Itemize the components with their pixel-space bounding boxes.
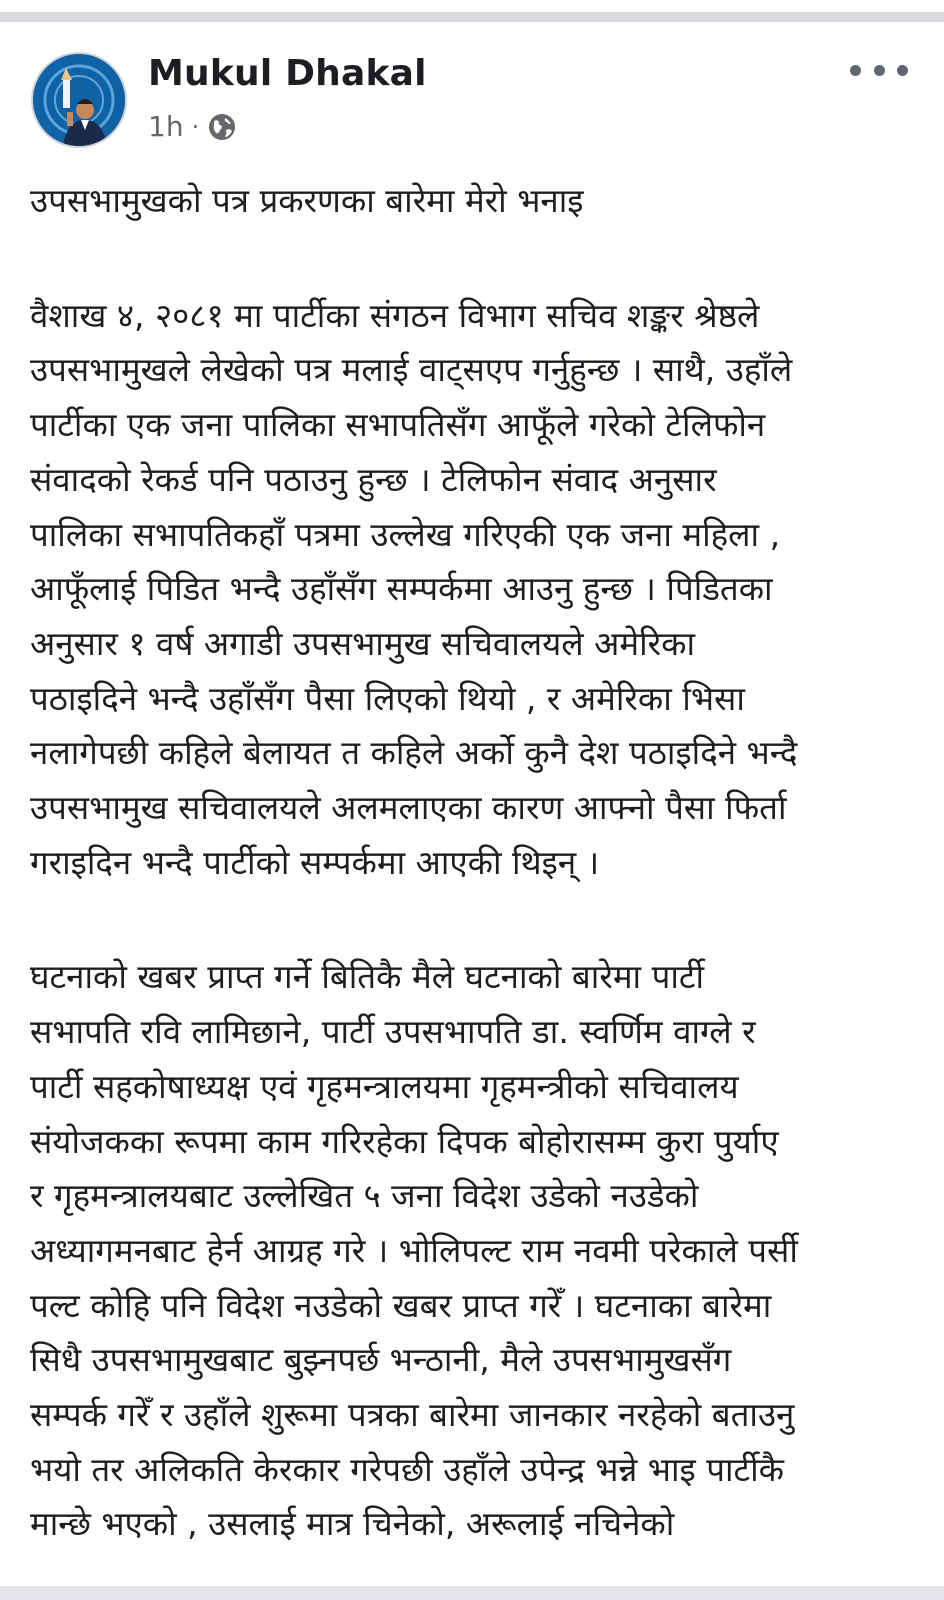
text-line: पालिका सभापतिकहाँ पत्रमा उल्लेख गरिएकी एक जना महिला , (30, 514, 781, 554)
text-line: उपसभामुखले लेखेको पत्र मलाई वाट्सएप गर्नुहुन्छ । साथै, उहाँले (30, 350, 793, 390)
text-line: सभापति रवि लामिछाने, पार्टी उपसभापति डा. स्वर्णिम वाग्ले र (30, 1012, 756, 1052)
paragraph-1 (30, 289, 920, 891)
more-options-icon (850, 65, 861, 76)
author-name[interactable]: Mukul Dhakal (148, 53, 427, 94)
text-line: घटनाको खबर प्राप्त गर्ने बितिकै मैले घटनाको बारेमा पार्टी (30, 957, 705, 997)
avatar-photo (33, 54, 125, 146)
meta-separator: · (191, 113, 200, 141)
text-line: संवादको रेकर्ड पनि पठाउनु हुन्छ । टेलिफोन संवाद अनुसार (30, 459, 717, 499)
text-line: पठाइदिने भन्दै उहाँसँग पैसा लिएको थियो , र अमेरिका भिसा (30, 678, 745, 718)
text-line: भयो तर अलिकति केरकार गरेपछी उहाँले उपेन्द्र भन्ने भाइ पार्टीकै (30, 1449, 785, 1489)
more-options-button[interactable] (850, 58, 908, 82)
text-line: र गृहमन्त्रालयबाट उल्लेखित ५ जना विदेश उडेको नउडेको (30, 1176, 699, 1216)
post-body (30, 174, 920, 1552)
text-line: उपसभामुख सचिवालयले अलमलाएका कारण आफ्नो पैसा फिर्ता (30, 788, 787, 828)
text-line: अध्यागमनबाट हेर्न आग्रह गरे । भोलिपल्ट राम नवमी परेकाले पर्सी (30, 1230, 798, 1270)
author-avatar[interactable] (31, 52, 127, 148)
bottom-divider (0, 1586, 944, 1600)
post-meta (148, 110, 237, 144)
text-line: मान्छे भएको , उसलाई मात्र चिनेको, अरूलाई नचिनेको (30, 1504, 675, 1544)
top-divider (0, 0, 944, 22)
facebook-post (0, 22, 944, 1586)
text-line: वैशाख ४, २०८१ मा पार्टीका संगठन विभाग सचिव शङ्कर श्रेष्ठले (30, 295, 760, 335)
text-line: सम्पर्क गरेँ र उहाँले शुरूमा पत्रका बारेमा जानकार नरहेको बताउनु (30, 1395, 795, 1435)
paragraph-2 (30, 950, 920, 1552)
text-line: पार्टी सहकोषाध्यक्ष एवं गृहमन्त्रालयमा गृहमन्त्रीको सचिवालय (30, 1066, 739, 1106)
text-line: संयोजकका रूपमा काम गरिरहेका दिपक बोहोरासम्म कुरा पुर्याए (30, 1121, 779, 1161)
text-line: पार्टीका एक जना पालिका सभापतिसँग आफूँले गरेको टेलिफोन (30, 405, 766, 445)
post-title: उपसभामुखको पत्र प्रकरणका बारेमा मेरो भनाइ (30, 181, 584, 220)
text-line: सिधै उपसभामुखबाट बुझ्नपर्छ भन्ठानी, मैले उपसभामुखसँग (30, 1340, 732, 1380)
text-line: अनुसार १ वर्ष अगाडी उपसभामुख सचिवालयले अमेरिका (30, 623, 696, 663)
text-line: नलागेपछी कहिले बेलायत त कहिले अर्को कुनै देश पठाइदिने भन्दै (30, 733, 798, 773)
post-timestamp[interactable]: 1h (148, 110, 184, 143)
text-line: आफूँलाई पिडित भन्दै उहाँसँग सम्पर्कमा आउनु हुन्छ । पिडितका (30, 569, 773, 609)
text-line: पल्ट कोहि पनि विदेश नउडेको खबर प्राप्त गरेँ । घटनाका बारेमा (30, 1285, 772, 1325)
globe-icon (207, 112, 237, 142)
text-line: गराइदिन भन्दै पार्टीको सम्पर्कमा आएकी थिइन् । (30, 842, 600, 882)
